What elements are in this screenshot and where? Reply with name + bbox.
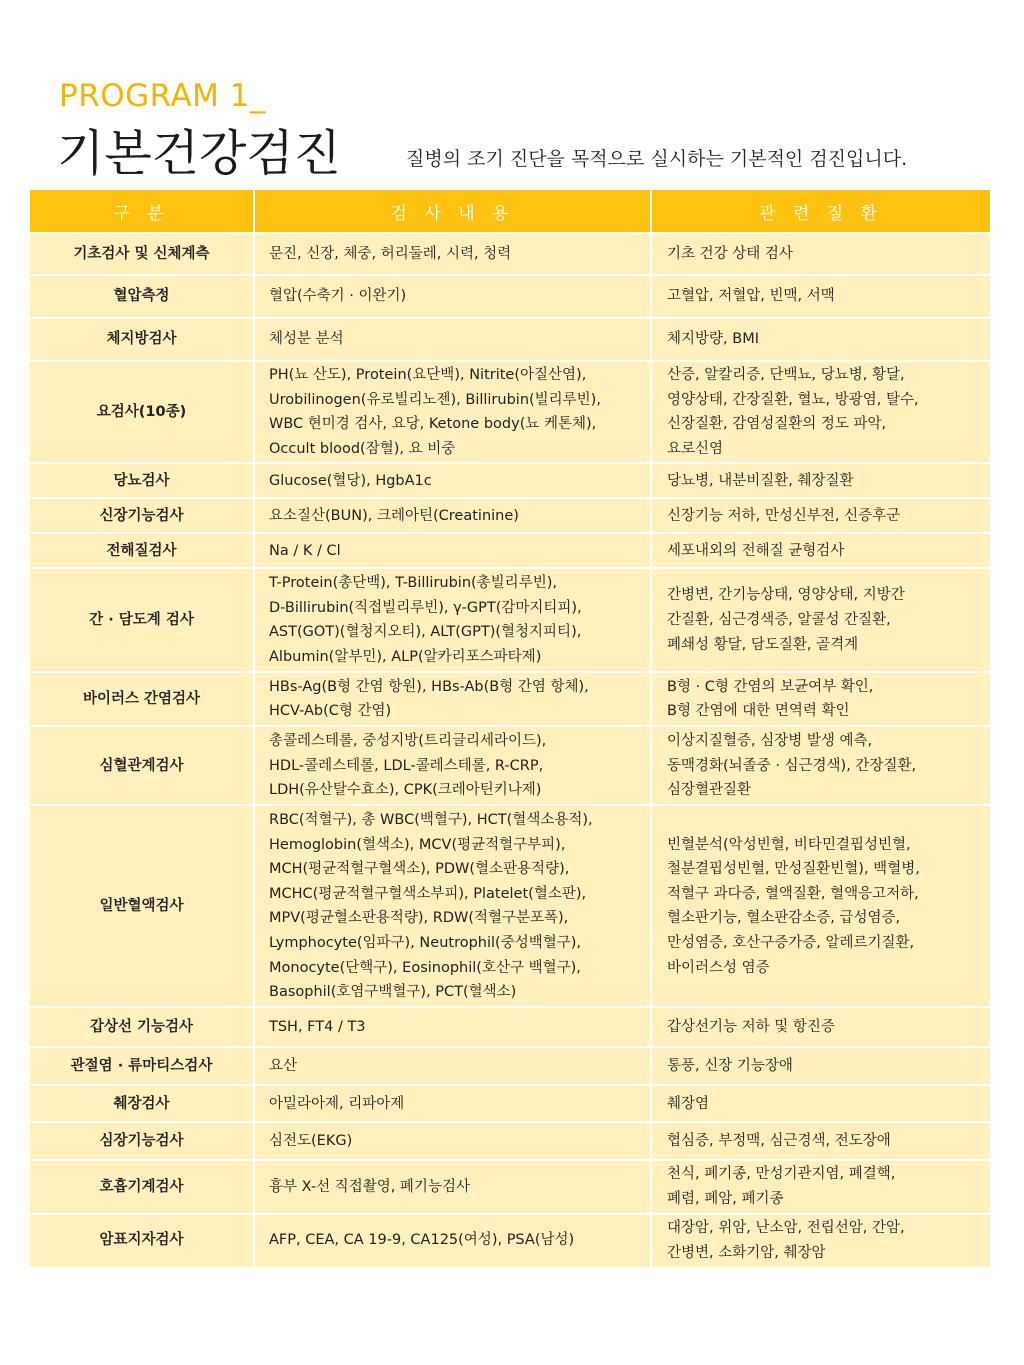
row-related-line: 혈소판기능, 혈소판감소증, 급성염증, xyxy=(667,910,901,927)
row-related-line: 만성염증, 호산구증가증, 알레르기질환, xyxy=(667,934,915,951)
row-exam-line: Glucose(혈당), HgbA1c xyxy=(269,472,432,489)
row-exam xyxy=(254,1122,651,1160)
column-header-related: 관 련 질 환 xyxy=(651,190,990,233)
row-exam xyxy=(254,1160,651,1213)
table-row xyxy=(30,533,990,568)
row-exam-line: Lymphocyte(임파구), Neutrophil(중성백혈구), xyxy=(269,934,581,951)
row-related-line: 신장질환, 감염성질환의 정도 파악, xyxy=(667,416,887,433)
row-related-line: 협심증, 부정맥, 심근경색, 전도장애 xyxy=(667,1133,891,1150)
table-row xyxy=(30,1122,990,1160)
row-related-line: 빈혈분석(악성빈혈, 비타민결핍성빈혈, xyxy=(667,836,911,853)
row-exam-line: AFP, CEA, CA 19-9, CA125(여성), PSA(남성) xyxy=(269,1232,575,1249)
row-category: 관절염 · 류마티스검사 xyxy=(30,1047,254,1085)
row-related xyxy=(651,805,990,1007)
row-category: 췌장검사 xyxy=(30,1085,254,1122)
program-label: PROGRAM 1_ xyxy=(59,78,266,114)
row-exam-line: HDL-콜레스테롤, LDL-콜레스테롤, R-CRP, xyxy=(269,757,544,774)
table-row xyxy=(30,318,990,361)
row-category: 심혈관계검사 xyxy=(30,726,254,805)
row-related-line: 폐쇄성 황달, 담도질환, 골격계 xyxy=(667,636,859,653)
row-related-line: 신장기능 저하, 만성신부전, 신증후군 xyxy=(667,507,901,524)
row-related xyxy=(651,672,990,726)
table-row xyxy=(30,498,990,533)
row-related xyxy=(651,1122,990,1160)
row-exam-line: Na / K / Cl xyxy=(269,542,341,559)
table-row xyxy=(30,568,990,672)
row-exam-line: 아밀라아제, 리파아제 xyxy=(269,1095,405,1112)
row-category: 호흡기계검사 xyxy=(30,1160,254,1213)
row-exam xyxy=(254,726,651,805)
table-row xyxy=(30,1047,990,1085)
row-related xyxy=(651,233,990,275)
row-category: 심장기능검사 xyxy=(30,1122,254,1160)
table-row xyxy=(30,361,990,463)
row-exam-line: 체성분 분석 xyxy=(269,331,344,348)
row-exam-line: HCV-Ab(C형 간염) xyxy=(269,703,392,720)
row-category: 기초검사 및 신체계측 xyxy=(30,233,254,275)
row-related-line: 세포내외의 전해질 균형검사 xyxy=(667,542,845,559)
row-exam xyxy=(254,805,651,1007)
row-exam xyxy=(254,361,651,463)
row-exam xyxy=(254,1047,651,1085)
row-exam-line: 요산 xyxy=(269,1058,298,1075)
row-related xyxy=(651,533,990,568)
column-header-category: 구 분 xyxy=(30,190,254,233)
table-row xyxy=(30,463,990,498)
row-exam xyxy=(254,233,651,275)
row-exam xyxy=(254,1214,651,1267)
table-row xyxy=(30,1214,990,1267)
table-row xyxy=(30,233,990,275)
row-exam-line: PH(뇨 산도), Protein(요단백), Nitrite(아질산염), xyxy=(269,367,587,383)
row-exam-line: AST(GOT)(혈청지오티), ALT(GPT)(혈청지피티), xyxy=(269,624,582,641)
row-exam-line: D-Billirubin(직접빌리루빈), γ-GPT(감마지티피), xyxy=(269,599,582,616)
row-related-line: 동맥경화(뇌졸중 · 심근경색), 간장질환, xyxy=(667,757,917,774)
row-related-line: 영양상태, 간장질환, 혈뇨, 방광염, 탈수, xyxy=(667,391,919,408)
row-related-line: 당뇨병, 내분비질환, 췌장질환 xyxy=(667,472,854,489)
row-related-line: 췌장염 xyxy=(667,1095,710,1112)
row-exam xyxy=(254,275,651,318)
row-category: 요검사(10종) xyxy=(30,361,254,463)
row-exam-line: 심전도(EKG) xyxy=(269,1133,353,1150)
row-category: 당뇨검사 xyxy=(30,463,254,498)
row-exam xyxy=(254,533,651,568)
row-related xyxy=(651,275,990,318)
row-exam-line: Hemoglobin(혈색소), MCV(평균적혈구부피), xyxy=(269,836,566,853)
row-category: 암표지자검사 xyxy=(30,1214,254,1267)
row-related xyxy=(651,1047,990,1085)
table-row xyxy=(30,805,990,1007)
row-exam-line: Basophil(호염구백혈구), PCT(혈색소) xyxy=(269,984,517,1001)
row-category: 혈압측정 xyxy=(30,275,254,318)
row-category: 일반혈액검사 xyxy=(30,805,254,1007)
row-related-line: 이상지질혈증, 심장병 발생 예측, xyxy=(667,732,873,749)
table-row xyxy=(30,672,990,726)
row-category: 체지방검사 xyxy=(30,318,254,361)
row-exam xyxy=(254,498,651,533)
row-related-line: 대장암, 위암, 난소암, 전립선암, 간암, xyxy=(667,1219,905,1236)
table-row xyxy=(30,1085,990,1122)
row-exam xyxy=(254,1007,651,1047)
table-header-row xyxy=(30,190,990,233)
row-related xyxy=(651,1214,990,1267)
row-related-line: 천식, 폐기종, 만성기관지염, 폐결핵, xyxy=(667,1166,896,1183)
page-title: 기본건강검진 xyxy=(57,125,342,182)
row-related-line: 고혈압, 저혈압, 빈맥, 서맥 xyxy=(667,288,835,305)
row-related-line: 적혈구 과다증, 혈액질환, 혈액응고저하, xyxy=(667,885,919,902)
row-exam-line: HBs-Ag(B형 간염 항원), HBs-Ab(B형 간염 항체), xyxy=(269,678,589,695)
row-related-line: 요로신염 xyxy=(667,440,724,457)
row-exam-line: 총콜레스테롤, 중성지방(트리글리세라이드), xyxy=(269,732,547,749)
row-related xyxy=(651,1085,990,1122)
row-related xyxy=(651,568,990,672)
row-exam-line: RBC(적혈구), 총 WBC(백혈구), HCT(혈색소용적), xyxy=(269,812,593,828)
row-exam xyxy=(254,1085,651,1122)
table-row xyxy=(30,275,990,318)
row-related-line: 체지방량, BMI xyxy=(667,331,759,348)
row-exam-line: 흉부 X-선 직접촬영, 폐기능검사 xyxy=(269,1178,470,1195)
row-exam-line: MPV(평균혈소판용적량), RDW(적혈구분포폭), xyxy=(269,910,569,927)
row-related-line: 간질환, 심근경색증, 알콜성 간질환, xyxy=(667,612,891,629)
column-header-exam: 검 사 내 용 xyxy=(254,190,651,233)
row-exam-line: LDH(유산탈수효소), CPK(크레아틴키나제) xyxy=(269,782,542,799)
row-related-line: B형 · C형 간염의 보균여부 확인, xyxy=(667,678,874,695)
row-exam-line: 혈압(수축기 · 이완기) xyxy=(269,288,407,305)
row-exam-line: Occult blood(잠혈), 요 비중 xyxy=(269,440,456,457)
row-category: 바이러스 간염검사 xyxy=(30,672,254,726)
checkup-table xyxy=(30,190,990,1267)
row-related xyxy=(651,498,990,533)
row-related-line: 간병변, 소화기암, 췌장암 xyxy=(667,1244,826,1261)
row-related-line: 갑상선기능 저하 및 항진증 xyxy=(667,1019,835,1036)
row-related-line: 철분결핍성빈혈, 만성질환빈혈), 백혈병, xyxy=(667,861,920,878)
row-exam-line: 문진, 신장, 체중, 허리둘레, 시력, 청력 xyxy=(269,245,512,262)
row-exam-line: TSH, FT4 / T3 xyxy=(269,1019,366,1036)
row-related-line: 바이러스성 염증 xyxy=(667,959,770,976)
row-related-line: 기초 건강 상태 검사 xyxy=(667,245,793,262)
row-related xyxy=(651,463,990,498)
page-subtitle: 질병의 조기 진단을 목적으로 실시하는 기본적인 검진입니다. xyxy=(406,148,908,170)
row-related-line: 간병변, 간기능상태, 영양상태, 지방간 xyxy=(667,587,905,604)
row-exam-line: Urobilinogen(유로빌리노젠), Billirubin(빌리루빈), xyxy=(269,391,601,408)
row-exam-line: T-Protein(총단백), T-Billirubin(총빌리루빈), xyxy=(269,575,557,592)
row-related xyxy=(651,361,990,463)
row-exam xyxy=(254,318,651,361)
row-exam xyxy=(254,463,651,498)
row-category: 신장기능검사 xyxy=(30,498,254,533)
row-exam-line: WBC 현미경 검사, 요당, Ketone body(뇨 케톤체), xyxy=(269,416,597,433)
row-exam-line: 요소질산(BUN), 크레아틴(Creatinine) xyxy=(269,507,519,524)
row-exam-line: MCH(평균적혈구혈색소), PDW(혈소판용적량), xyxy=(269,861,570,878)
row-exam xyxy=(254,568,651,672)
row-category: 전해질검사 xyxy=(30,533,254,568)
row-related xyxy=(651,1160,990,1213)
row-category: 갑상선 기능검사 xyxy=(30,1007,254,1047)
row-related xyxy=(651,318,990,361)
row-exam xyxy=(254,672,651,726)
table-row xyxy=(30,1160,990,1213)
row-exam-line: Monocyte(단핵구), Eosinophil(호산구 백혈구), xyxy=(269,959,581,976)
row-related xyxy=(651,726,990,805)
row-related-line: 산증, 알칼리증, 단백뇨, 당뇨병, 황달, xyxy=(667,367,905,383)
table-row xyxy=(30,1007,990,1047)
row-related xyxy=(651,1007,990,1047)
row-exam-line: Albumin(알부민), ALP(알카리포스파타제) xyxy=(269,648,542,665)
table-row xyxy=(30,726,990,805)
row-related-line: 통풍, 신장 기능장애 xyxy=(667,1058,793,1075)
row-related-line: B형 간염에 대한 면역력 확인 xyxy=(667,703,850,720)
row-exam-line: MCHC(평균적혈구혈색소부피), Platelet(혈소판), xyxy=(269,885,587,902)
row-related-line: 심장혈관질환 xyxy=(667,782,752,799)
row-related-line: 폐렴, 폐암, 폐기종 xyxy=(667,1190,784,1207)
row-category: 간 · 담도계 검사 xyxy=(30,568,254,672)
